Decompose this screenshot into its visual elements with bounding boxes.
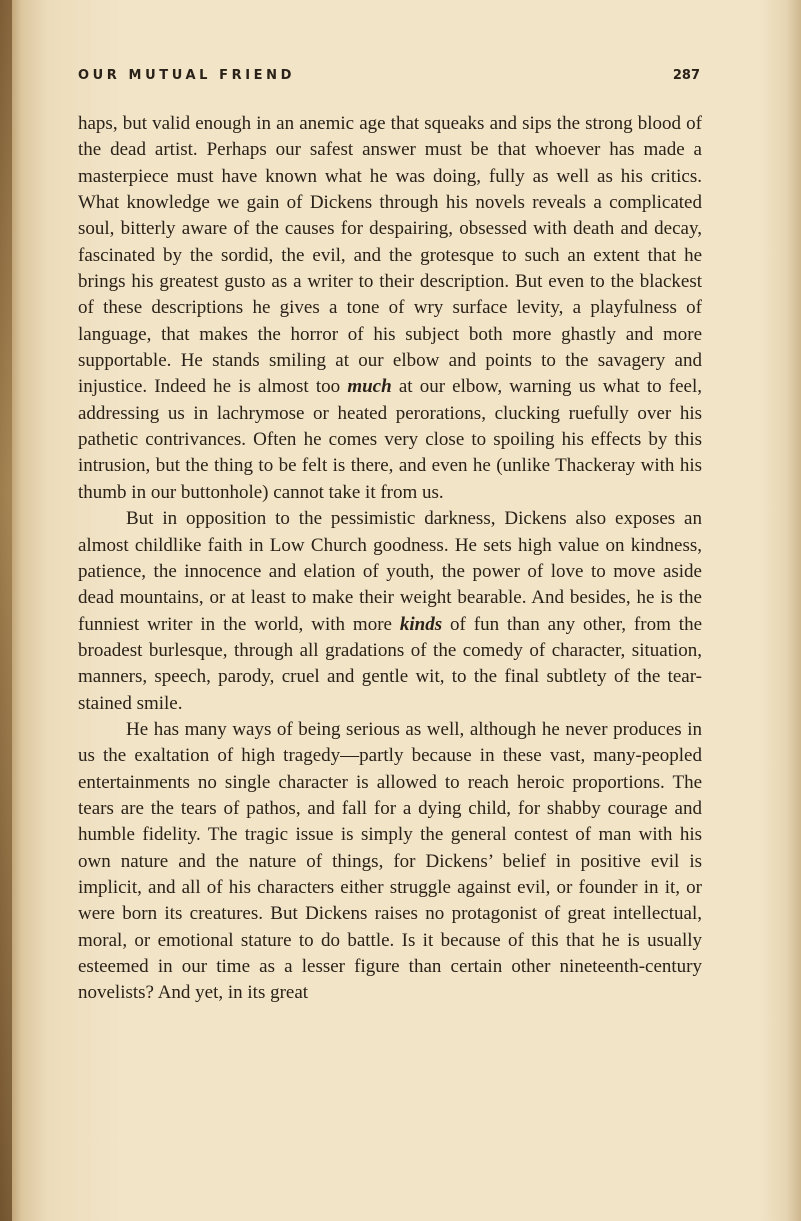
paragraph-1 bbox=[78, 111, 702, 506]
text-segment: at our elbow, warning us what to feel, addressing us in lachrymose or heated perorations, clucking ruefully over his pathetic contrivances. Often he comes very close to spoiling his effects by this intrusion, but the thing to be felt is there, and even he (unlike Thackeray with his thumb in our buttonhole) cannot take it from us. bbox=[78, 376, 702, 503]
binding-gutter bbox=[0, 0, 12, 1221]
paragraph-2 bbox=[78, 506, 702, 717]
paragraph-3 bbox=[78, 717, 702, 1007]
running-title: OUR MUTUAL FRIEND bbox=[78, 68, 296, 83]
italic-emphasis: kinds bbox=[399, 613, 443, 635]
italic-emphasis: much bbox=[347, 376, 392, 398]
text-segment: haps, but valid enough in an anemic age that squeaks and sips the strong blood of the dead artist. Perhaps our safest answer must be that whoever has made a masterpiece must have known what he was doing, fully as well as his critics. What knowledge we gain of Dickens through his novels reveals a complicated soul, bitterly aware of the causes for despairing, obsessed with death and decay, fascinated by the sordid, the evil, and the grotesque to such an extent that he brings his greatest gusto as a writer to their description. But even to the blackest of these descriptions he gives a tone of wry surface levity, a playfulness of language, that makes the horror of his subject both more ghastly and more supportable. He stands smiling at our elbow and points to the savagery and injustice. Indeed he is almost too bbox=[78, 113, 702, 398]
text-segment: He has many ways of being serious as well, although he never produces in us the exaltation of high tragedy—partly because in these vast, many-peopled entertainments no single character is allowed to reach heroic proportions. The tears are the tears of pathos, and fall for a dying child, for shabby courage and humble fidelity. The tragic issue is simply the general contest of man with his own nature and the nature of things, for Dickens’ belief in positive evil is implicit, and all of his characters either struggle against evil, or founder in it, or were born its creatures. But Dickens raises no protagonist of great intellectual, moral, or emotional stature to do battle. Is it because of this that he is usually esteemed in our time as a lesser figure than certain other nineteenth-century novelists? And yet, in its great bbox=[78, 718, 702, 1004]
body-text bbox=[78, 111, 702, 1007]
page-number: 287 bbox=[672, 68, 700, 83]
running-header bbox=[78, 68, 700, 90]
text-segment: of fun than any other, from the broadest burlesque, through all gradations of the comedy of character, situation, manners, speech, parody, cruel and gentle wit, to the final subtlety of the tear-stained smile. bbox=[78, 613, 702, 714]
text-segment: But in opposition to the pessimistic darkness, Dickens also exposes an almost childlike faith in Low Church goodness. He sets high value on kindness, patience, the innocence and elation of youth, the power of love to move aside dead mountains, or at least to make their weight bearable. And besides, he is the funniest writer in the world, with more bbox=[78, 508, 702, 635]
